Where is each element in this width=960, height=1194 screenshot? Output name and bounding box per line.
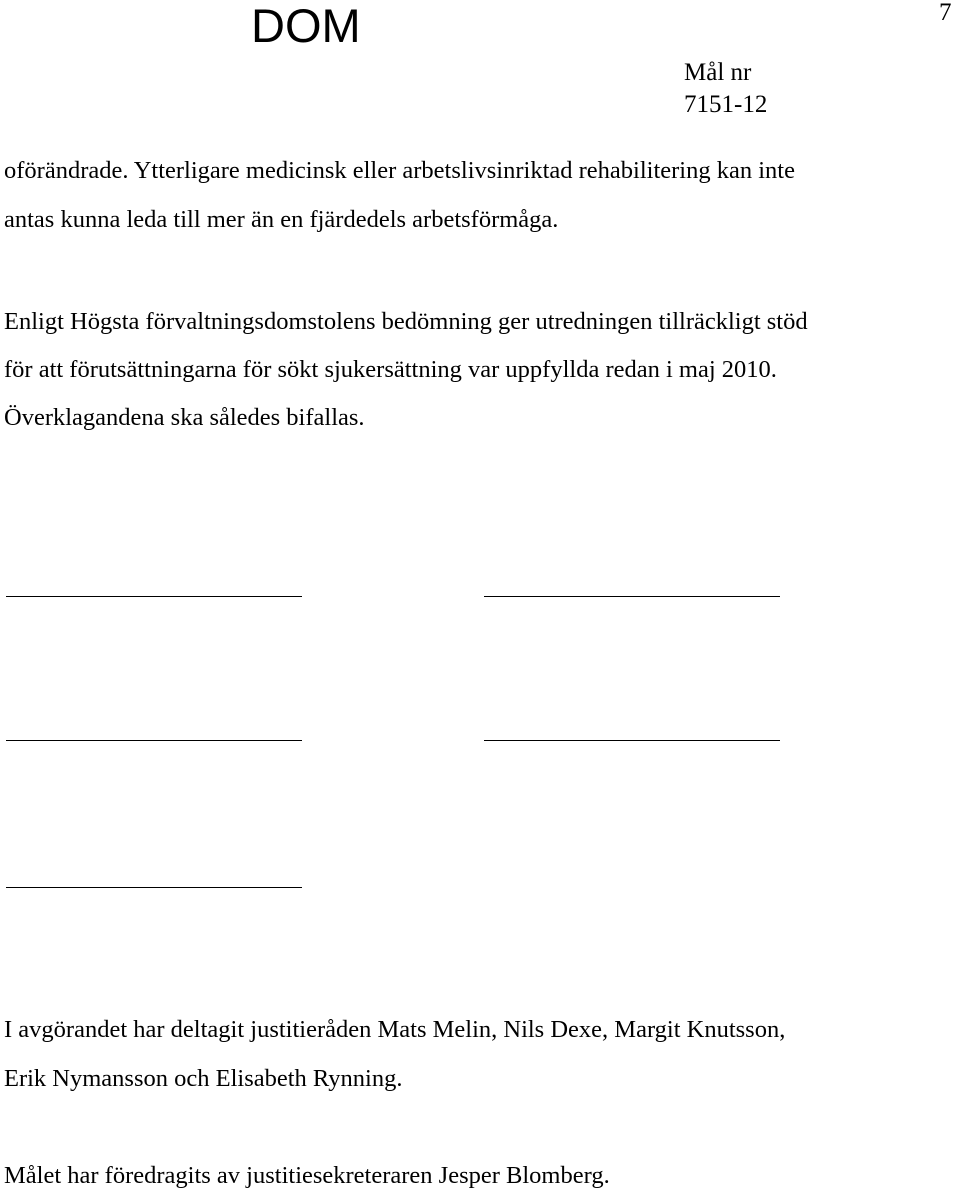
case-number: 7151-12	[684, 91, 768, 118]
signature-line	[484, 596, 780, 597]
paragraph-line: antas kunna leda till mer än en fjärdedels arbetsförmåga.	[4, 206, 559, 233]
paragraph-line: I avgörandet har deltagit justitieråden Mats Melin, Nils Dexe, Margit Knutsson,	[4, 1016, 786, 1043]
signature-line	[484, 740, 780, 741]
case-number-label: Mål nr	[684, 59, 752, 86]
paragraph-line: Erik Nymansson och Elisabeth Rynning.	[4, 1065, 403, 1092]
page-number: 7	[939, 0, 952, 26]
paragraph-line: för att förutsättningarna för sökt sjukersättning var uppfyllda redan i maj 2010.	[4, 356, 777, 383]
paragraph-line: Överklagandena ska således bifallas.	[4, 404, 365, 431]
signature-line	[6, 596, 302, 597]
paragraph-line: Enligt Högsta förvaltningsdomstolens bedömning ger utredningen tillräckligt stöd	[4, 308, 808, 335]
signature-line	[6, 887, 302, 888]
paragraph-line: oförändrade. Ytterligare medicinsk eller arbetslivsinriktad rehabilitering kan inte	[4, 157, 795, 184]
paragraph-line: Målet har föredragits av justitiesekreteraren Jesper Blomberg.	[4, 1162, 610, 1189]
document-title: DOM	[251, 0, 361, 52]
signature-line	[6, 740, 302, 741]
